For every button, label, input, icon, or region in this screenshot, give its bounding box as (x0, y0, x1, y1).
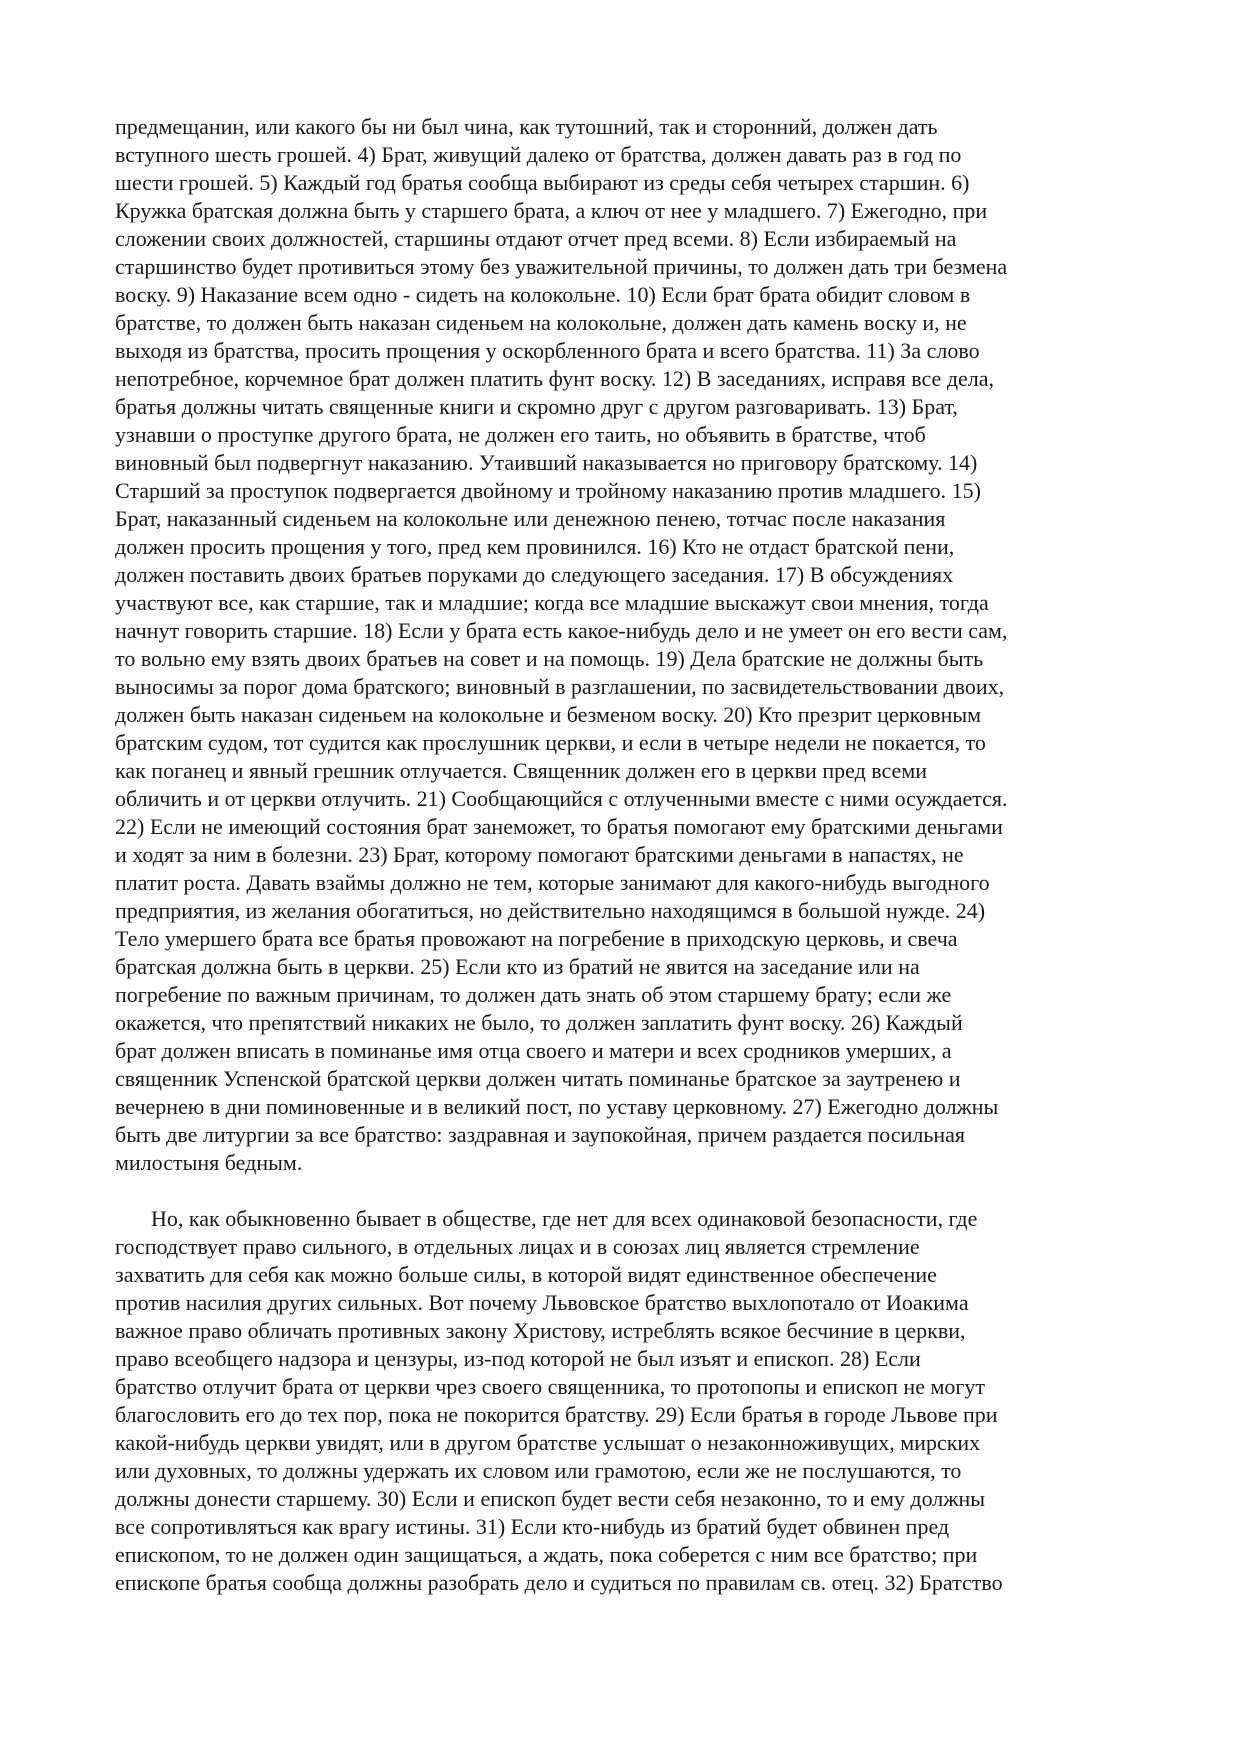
text-line: Тело умершего брата все братья провожают на погребение в приходскую церковь, и свеча (115, 926, 958, 951)
text-line: непотребное, корчемное брат должен платить фунт воску. 12) В заседаниях, исправя все дела, (115, 366, 995, 391)
text-line: или духовных, то должны удержать их словом или грамотою, если же не послушаются, то (115, 1458, 962, 1483)
text-line: Брат, наказанный сиденьем на колокольне или денежною пенею, тотчас после наказания (115, 506, 946, 531)
text-line: шести грошей. 5) Каждый год братья сообща выбирают из среды себя четырех старшин. 6) (115, 170, 970, 195)
text-line: важное право обличать противных закону Христову, истреблять всякое бесчиние в церкви, (115, 1318, 966, 1343)
text-line: какой-нибудь церкви увидят, или в другом братстве услышат о незаконноживущих, мирских (115, 1430, 981, 1455)
text-line: братским судом, тот судится как прослушник церкви, и если в четыре недели не покается, то (115, 730, 986, 755)
text-line: сложении своих должностей, старшины отдают отчет пред всеми. 8) Если избираемый на (115, 226, 957, 251)
text-line: братстве, то должен быть наказан сиденьем на колокольне, должен дать камень воску и, не (115, 310, 967, 335)
text-line: Но, как обыкновенно бывает в обществе, где нет для всех одинаковой безопасности, где (151, 1206, 978, 1231)
text-line: выносимы за порог дома братского; виновный в разглашении, по засвидетельствовании двоих, (115, 674, 1005, 699)
text-line: право всеобщего надзора и цензуры, из-под которой не был изъят и епископ. 28) Если (115, 1346, 921, 1371)
text-line: братья должны читать священные книги и скромно друг с другом разговаривать. 13) Брат, (115, 394, 958, 419)
text-line: вступного шесть грошей. 4) Брат, живущий далеко от братства, должен давать раз в год по (115, 142, 962, 167)
text-line: вечернею в дни поминовенные и в великий пост, по уставу церковному. 27) Ежегодно должны (115, 1094, 999, 1119)
text-line: быть две литургии за все братство: заздравная и заупокойная, причем раздается посильная (115, 1122, 966, 1147)
text-line: братская должна быть в церкви. 25) Если кто из братий не явится на заседание или на (115, 954, 920, 979)
text-line: должен поставить двоих братьев поруками до следующего заседания. 17) В обсуждениях (115, 562, 954, 587)
text-line: братство отлучит брата от церкви чрез своего священника, то протопопы и епископ не могут (115, 1374, 986, 1399)
text-line: епископом, то не должен один защищаться, а ждать, пока соберется с ним все братство; при (115, 1542, 978, 1567)
text-line: должен просить прощения у того, пред кем провинился. 16) Кто не отдаст братской пени, (115, 534, 955, 559)
text-line: должен быть наказан сиденьем на колокольне и безменом воску. 20) Кто презрит церковным (115, 702, 982, 727)
text-line: предмещанин, или какого бы ни был чина, как тутошний, так и сторонний, должен дать (115, 114, 938, 139)
text-line: епископе братья сообща должны разобрать дело и судиться по правилам св. отец. 32) Братство (115, 1570, 1003, 1595)
text-line: старшинство будет противиться этому без уважительной причины, то должен дать три безмена (115, 254, 1008, 279)
text-line: узнавши о проступке другого брата, не должен его таить, но объявить в братстве, чтоб (115, 422, 926, 447)
text-line: милостыня бедным. (115, 1150, 303, 1175)
text-line: окажется, что препятствий никаких не было, то должен заплатить фунт воску. 26) Каждый (115, 1010, 963, 1035)
text-line: и ходят за ним в болезни. 23) Брат, которому помогают братскими деньгами в напастях, не (115, 842, 964, 867)
text-line: захватить для себя как можно больше силы, в которой видят единственное обеспечение (115, 1262, 937, 1287)
text-line: 22) Если не имеющий состояния брат занеможет, то братья помогают ему братскими деньгами (115, 814, 1003, 839)
text-line: обличить и от церкви отлучить. 21) Сообщающийся с отлученными вместе с ними осуждается. (115, 786, 1008, 811)
text-line: все сопротивляться как врагу истины. 31) Если кто-нибудь из братий будет обвинен пред (115, 1514, 950, 1539)
text-line: воску. 9) Наказание всем одно - сидеть на колокольне. 10) Если брат брата обидит словом в (115, 282, 971, 307)
paragraph-rights (115, 1205, 1135, 1597)
text-line: виновный был подвергнут наказанию. Утаивший наказывается но приговору братскому. 14) (115, 450, 978, 475)
text-line: как поганец и явный грешник отлучается. Священник должен его в церкви пред всеми (115, 758, 928, 783)
text-line: погребение по важным причинам, то должен дать знать об этом старшему брату; если же (115, 982, 952, 1007)
text-line: участвуют все, как старшие, так и младшие; когда все младшие выскажут свои мнения, тогда (115, 590, 989, 615)
text-line: брат должен вписать в поминанье имя отца своего и матери и всех сродников умерших, а (115, 1038, 952, 1063)
text-line: господствует право сильного, в отдельных лицах и в союзах лиц является стремление (115, 1234, 920, 1259)
text-line: против насилия других сильных. Вот почему Львовское братство выхлопотало от Иоакима (115, 1290, 969, 1315)
text-line: платит роста. Давать взаймы должно не тем, которые занимают для какого-нибудь выгодного (115, 870, 990, 895)
text-line: должны донести старшему. 30) Если и епископ будет вести себя незаконно, то и ему должны (115, 1486, 986, 1511)
text-line: Старший за проступок подвергается двойному и тройному наказанию против младшего. 15) (115, 478, 981, 503)
text-line: Кружка братская должна быть у старшего брата, а ключ от нее у младшего. 7) Ежегодно, при (115, 198, 988, 223)
text-line: предприятия, из желания обогатиться, но действительно находящимся в большой нужде. 24) (115, 898, 986, 923)
paragraph-statutes (115, 113, 1135, 1177)
text-line: выходя из братства, просить прощения у оскорбленного брата и всего братства. 11) За слово (115, 338, 980, 363)
text-line: то вольно ему взять двоих братьев на совет и на помощь. 19) Дела братские не должны быть (115, 646, 984, 671)
document-page (115, 113, 1135, 1597)
text-line: священник Успенской братской церкви должен читать поминанье братское за заутренею и (115, 1066, 961, 1091)
text-line: благословить его до тех пор, пока не покорится братству. 29) Если братья в городе Львове при (115, 1402, 998, 1427)
text-line: начнут говорить старшие. 18) Если у брата есть какое-нибудь дело и не умеет он его вести сам, (115, 618, 1008, 643)
